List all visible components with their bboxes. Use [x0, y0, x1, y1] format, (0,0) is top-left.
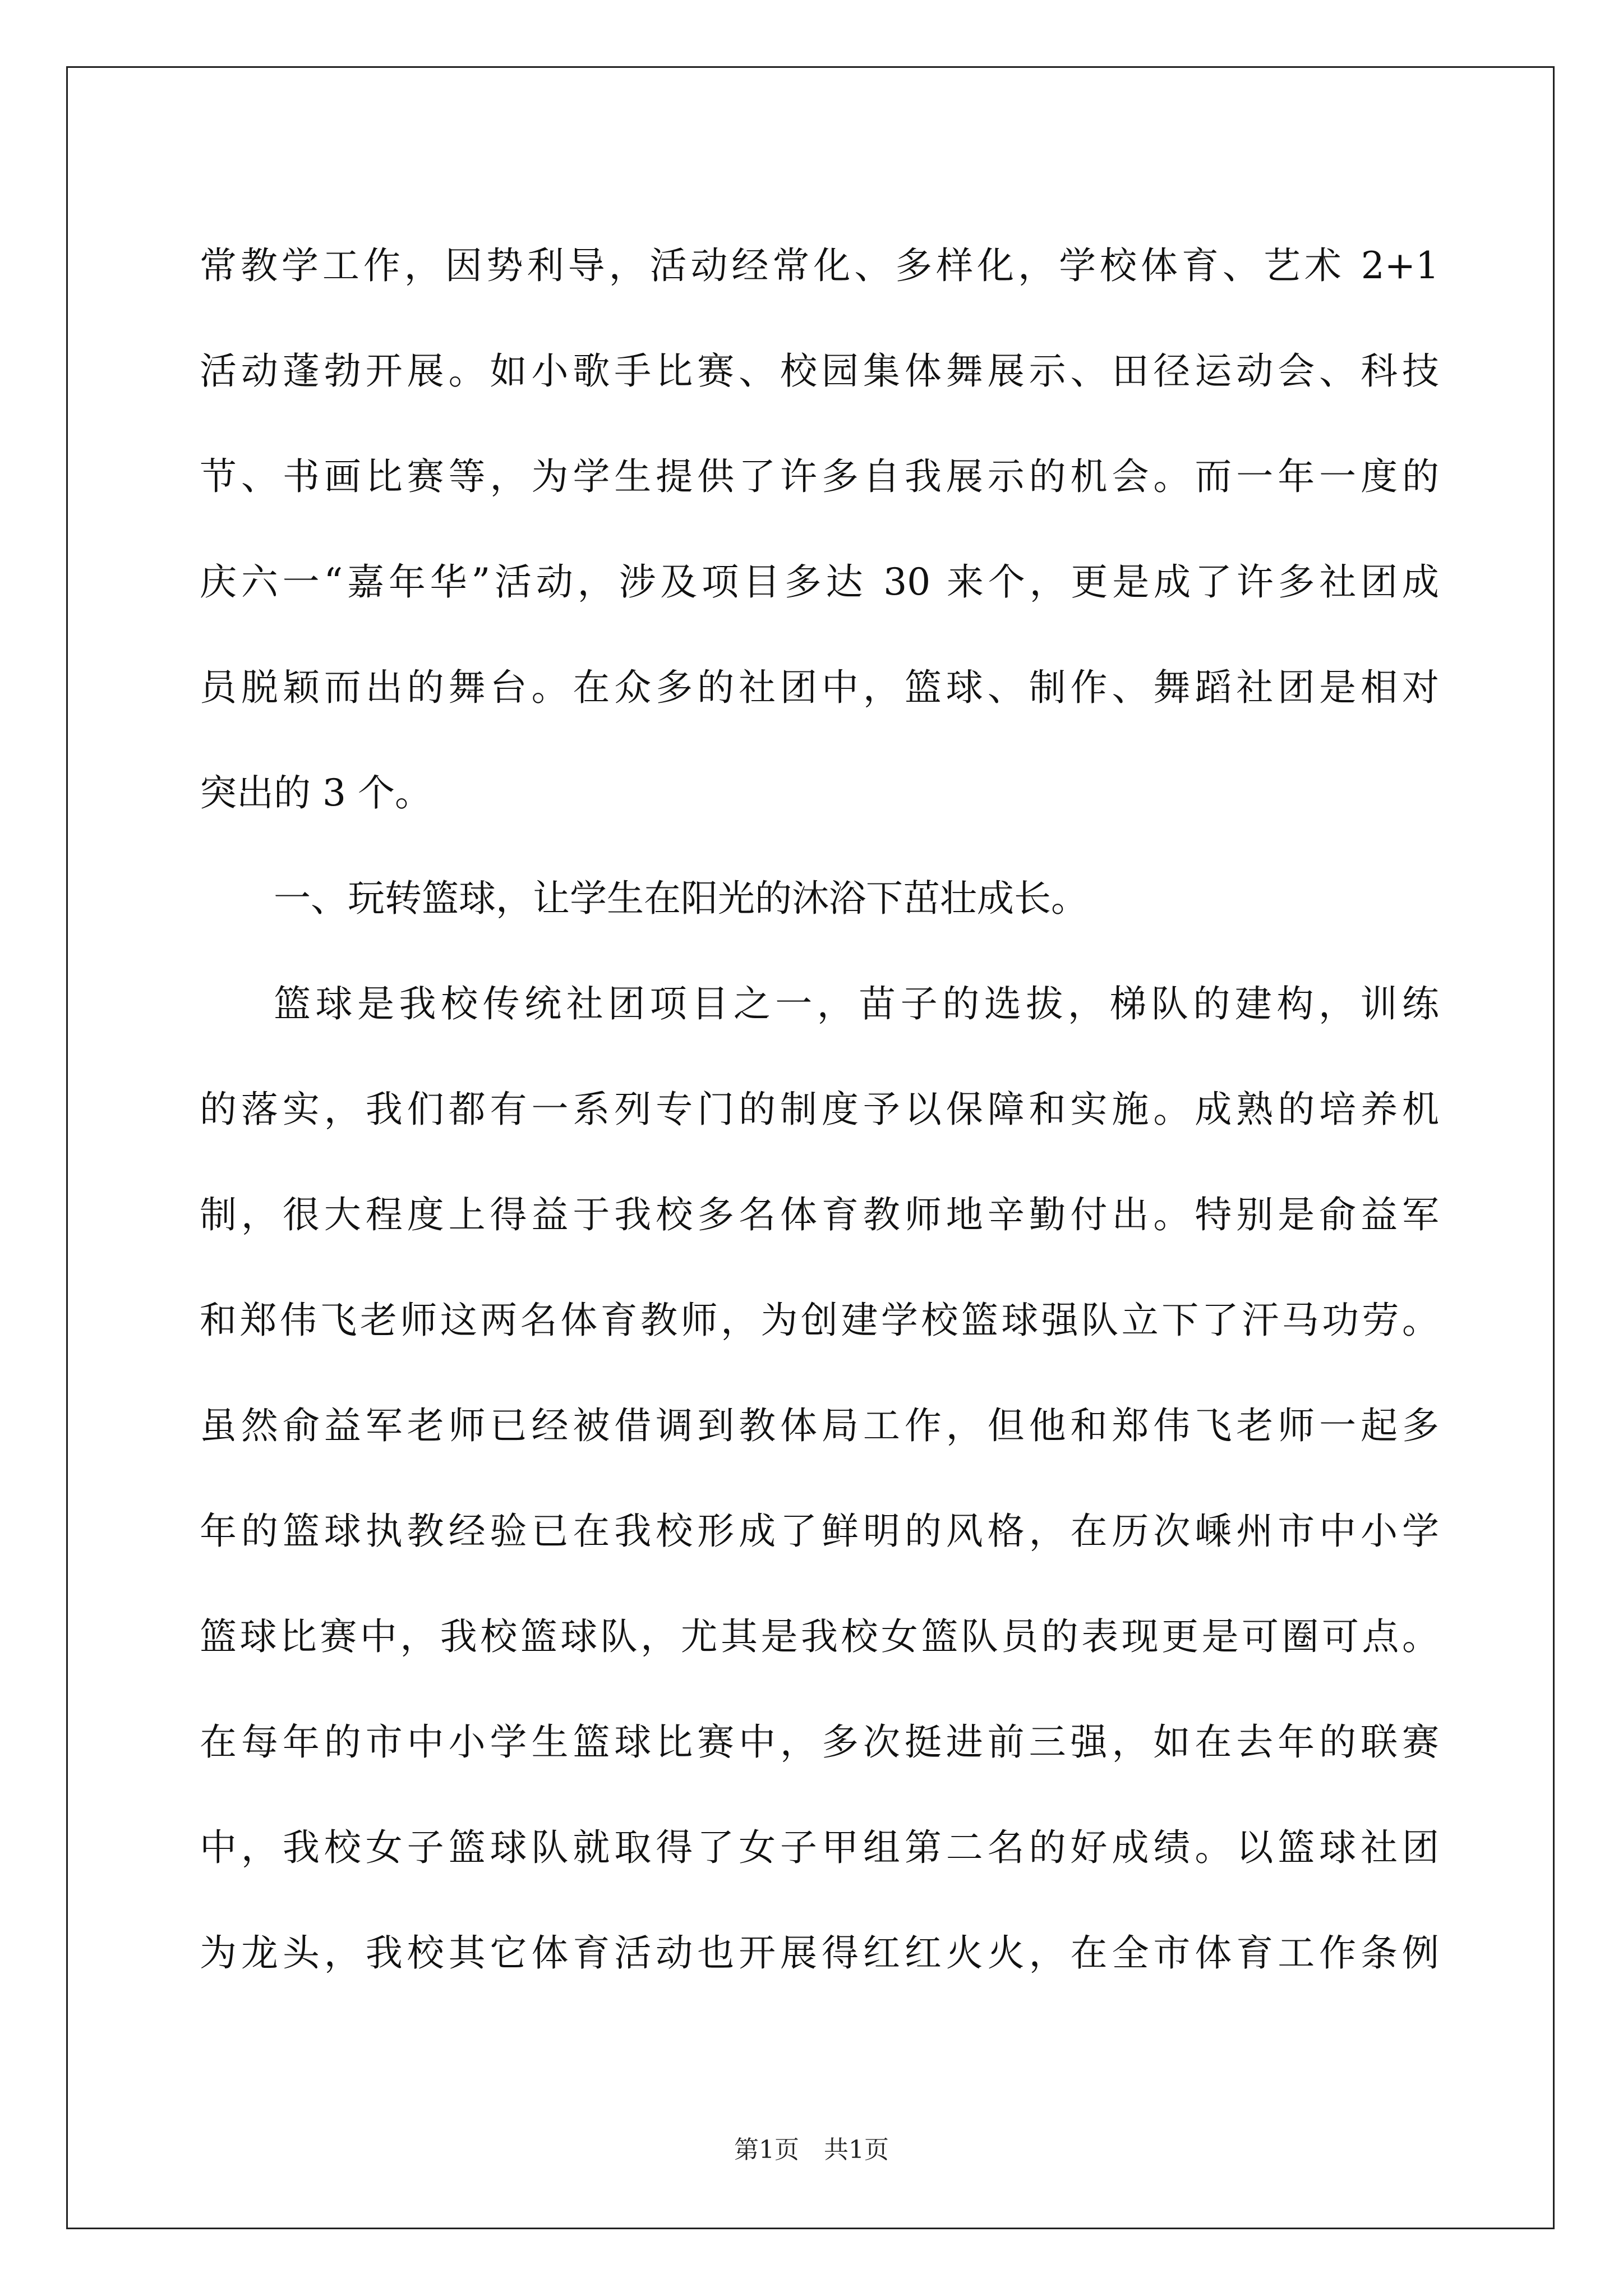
section-heading: 一、玩转篮球，让学生在阳光的沐浴下茁壮成长。 — [274, 877, 1088, 920]
page-number: 第1页 — [734, 2136, 799, 2164]
document-body — [200, 213, 1439, 2006]
text-line: 年的篮球执教经验已在我校形成了鲜明的风格，在历次嵊州市中小学 — [200, 1510, 1439, 1553]
text-line: 活动蓬勃开展。如小歌手比赛、校园集体舞展示、田径运动会、科技 — [200, 349, 1439, 393]
text-line: 和郑伟飞老师这两名体育教师，为创建学校篮球强队立下了汗马功劳。 — [200, 1299, 1439, 1342]
text-line: 篮球比赛中，我校篮球队，尤其是我校女篮队员的表现更是可圈可点。 — [200, 1615, 1439, 1658]
text-line: 的落实，我们都有一系列专门的制度予以保障和实施。成熟的培养机 — [200, 1088, 1439, 1131]
text-line: 突出的 3 个。 — [200, 771, 432, 815]
text-line: 虽然俞益军老师已经被借调到教体局工作，但他和郑伟飞老师一起多 — [200, 1404, 1439, 1447]
text-line: 制，很大程度上得益于我校多名体育教师地辛勤付出。特别是俞益军 — [200, 1193, 1439, 1236]
text-line: 篮球是我校传统社团项目之一，苗子的选拔，梯队的建构，训练 — [274, 982, 1439, 1025]
text-line: 中，我校女子篮球队就取得了女子甲组第二名的好成绩。以篮球社团 — [200, 1826, 1439, 1869]
text-line: 为龙头，我校其它体育活动也开展得红红火火，在全市体育工作条例 — [200, 1931, 1439, 1975]
text-line: 在每年的市中小学生篮球比赛中，多次挺进前三强，如在去年的联赛 — [200, 1720, 1439, 1764]
page-footer — [0, 2134, 1623, 2166]
text-line: 员脱颖而出的舞台。在众多的社团中，篮球、制作、舞蹈社团是相对 — [200, 666, 1439, 709]
text-line: 庆六一“嘉年华”活动，涉及项目多达 30 来个，更是成了许多社团成 — [200, 560, 1439, 604]
page-total: 共1页 — [824, 2136, 889, 2164]
text-line: 常教学工作，因势利导，活动经常化、多样化，学校体育、艺术 2+1 — [200, 244, 1439, 287]
text-line: 节、书画比赛等，为学生提供了许多自我展示的机会。而一年一度的 — [200, 455, 1439, 498]
